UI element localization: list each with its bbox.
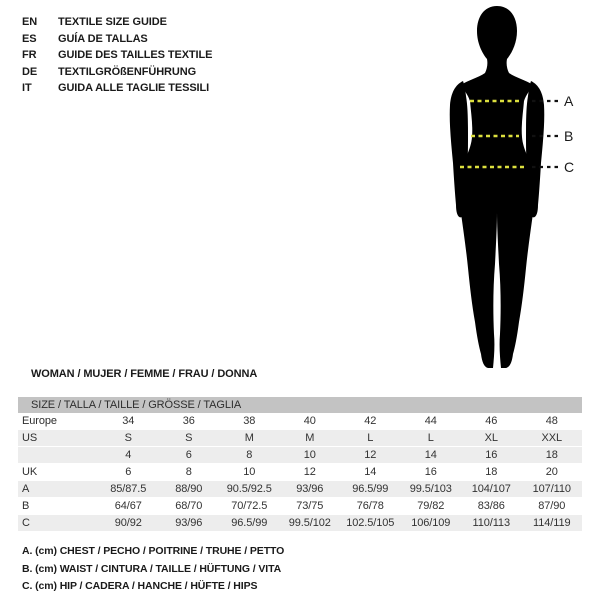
table-cell: 104/107 xyxy=(461,481,522,498)
table-cell: S xyxy=(159,430,220,447)
table-cell: 114/119 xyxy=(522,515,583,532)
table-cell: 20 xyxy=(522,464,583,481)
table-cell: 107/110 xyxy=(522,481,583,498)
table-cell: 18 xyxy=(522,447,583,464)
table-cell: 96.5/99 xyxy=(219,515,280,532)
legend-line: B. (cm) WAIST / CINTURA / TAILLE / HÜFTUNG / VITA xyxy=(22,562,282,575)
woman-silhouette xyxy=(459,6,535,368)
language-code: IT xyxy=(22,82,32,94)
table-cell: 6 xyxy=(159,447,220,464)
table-cell: 16 xyxy=(401,464,462,481)
table-cell: 70/72.5 xyxy=(219,498,280,515)
table-cell: 85/87.5 xyxy=(98,481,159,498)
language-title: TEXTILGRÖßENFÜHRUNG xyxy=(58,65,197,78)
table-cell: 10 xyxy=(219,464,280,481)
table-row xyxy=(18,515,582,532)
table-cell: 40 xyxy=(280,413,341,430)
row-label: UK xyxy=(18,464,98,481)
table-cell: 4 xyxy=(98,447,159,464)
table-cell: 8 xyxy=(159,464,220,481)
table-row xyxy=(18,481,582,498)
table-cell: 46 xyxy=(461,413,522,430)
size-table-header-row xyxy=(18,397,582,413)
legend-line: C. (cm) HIP / CADERA / HANCHE / HÜFTE / HIPS xyxy=(22,580,258,592)
language-code: FR xyxy=(22,49,37,61)
table-cell: 93/96 xyxy=(159,515,220,532)
table-cell: 8 xyxy=(219,447,280,464)
table-cell: XXL xyxy=(522,430,583,447)
table-row xyxy=(18,447,582,464)
woman-left-arm xyxy=(450,81,468,217)
table-cell: 38 xyxy=(219,413,280,430)
table-cell: 16 xyxy=(461,447,522,464)
woman-figure xyxy=(400,0,600,380)
table-cell: 10 xyxy=(280,447,341,464)
row-label: A xyxy=(18,481,98,498)
measurement-legend xyxy=(22,543,284,596)
language-title: GUÍA DE TALLAS xyxy=(58,32,148,45)
table-cell: 88/90 xyxy=(159,481,220,498)
language-title: GUIDE DES TAILLES TEXTILE xyxy=(58,49,213,61)
language-line xyxy=(22,80,212,97)
table-cell: XL xyxy=(461,430,522,447)
language-line xyxy=(22,14,212,31)
language-code: ES xyxy=(22,32,37,45)
waist-label: B xyxy=(564,128,574,144)
language-line xyxy=(22,64,212,81)
table-cell: 83/86 xyxy=(461,498,522,515)
table-cell: 110/113 xyxy=(461,515,522,532)
table-cell: 14 xyxy=(340,464,401,481)
row-label: C xyxy=(18,515,98,532)
table-cell: L xyxy=(401,430,462,447)
legend-line: A. (cm) CHEST / PECHO / POITRINE / TRUHE / PETTO xyxy=(22,545,285,557)
table-cell: 14 xyxy=(401,447,462,464)
table-cell: 12 xyxy=(280,464,341,481)
row-label: B xyxy=(18,498,98,515)
table-cell: L xyxy=(340,430,401,447)
language-title: TEXTILE SIZE GUIDE xyxy=(58,16,167,28)
language-title: GUIDA ALLE TAGLIE TESSILI xyxy=(58,82,210,94)
language-title-list xyxy=(22,14,212,97)
table-cell: 6 xyxy=(98,464,159,481)
table-cell: 90.5/92.5 xyxy=(219,481,280,498)
size-table-header: SIZE / TALLA / TAILLE / GRÖSSE / TAGLIA xyxy=(18,397,582,413)
language-line xyxy=(22,47,212,64)
table-row xyxy=(18,498,582,515)
table-row xyxy=(18,430,582,447)
language-code: DE xyxy=(22,65,38,78)
section-title: WOMAN / MUJER / FEMME / FRAU / DONNA xyxy=(31,368,258,380)
row-label xyxy=(18,447,98,464)
table-cell: 68/70 xyxy=(159,498,220,515)
table-cell: 99.5/103 xyxy=(401,481,462,498)
table-cell: 12 xyxy=(340,447,401,464)
table-cell: 42 xyxy=(340,413,401,430)
table-cell: S xyxy=(98,430,159,447)
row-label: US xyxy=(18,430,98,447)
table-cell: 102.5/105 xyxy=(340,515,401,532)
table-cell: 87/90 xyxy=(522,498,583,515)
table-cell: M xyxy=(219,430,280,447)
table-cell: 18 xyxy=(461,464,522,481)
chest-label: A xyxy=(564,93,574,109)
table-cell: 64/67 xyxy=(98,498,159,515)
size-table xyxy=(18,397,582,532)
language-code: EN xyxy=(22,16,38,28)
table-cell: 73/75 xyxy=(280,498,341,515)
table-cell: 36 xyxy=(159,413,220,430)
table-cell: 99.5/102 xyxy=(280,515,341,532)
table-cell: 34 xyxy=(98,413,159,430)
table-cell: 93/96 xyxy=(280,481,341,498)
table-row xyxy=(18,413,582,430)
row-label: Europe xyxy=(18,413,98,430)
table-cell: 76/78 xyxy=(340,498,401,515)
table-row xyxy=(18,464,582,481)
table-cell: 48 xyxy=(522,413,583,430)
table-cell: 79/82 xyxy=(401,498,462,515)
table-cell: 44 xyxy=(401,413,462,430)
language-line xyxy=(22,31,212,48)
table-cell: 106/109 xyxy=(401,515,462,532)
table-cell: M xyxy=(280,430,341,447)
table-cell: 96.5/99 xyxy=(340,481,401,498)
hip-label: C xyxy=(564,159,575,175)
table-cell: 90/92 xyxy=(98,515,159,532)
